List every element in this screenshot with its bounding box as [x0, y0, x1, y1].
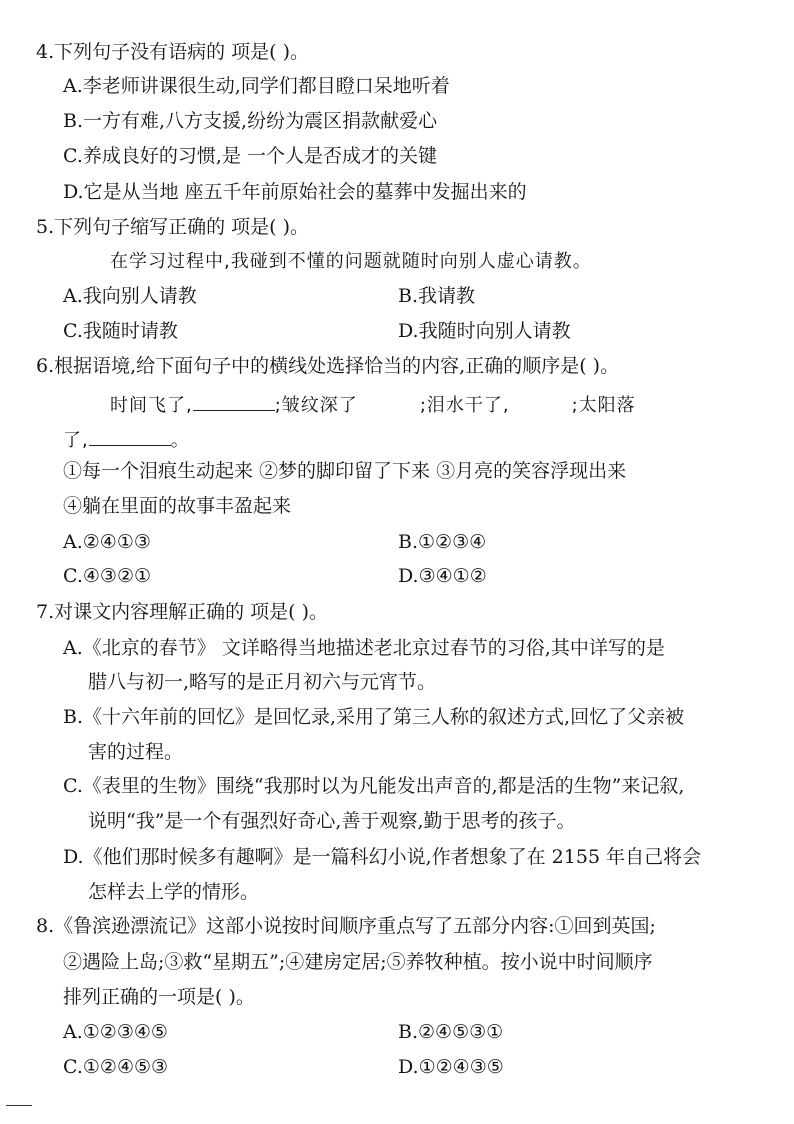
q8-option-b: B.②④⑤③①: [398, 1021, 504, 1043]
q6-stem: 6.根据语境,给下面句子中的横线处选择恰当的内容,正确的顺序是( )。: [36, 355, 620, 377]
q6-choices-line-2: ④躺在里面的故事丰盈起来: [63, 495, 292, 517]
q7-option-b-line-1: B.《十六年前的回忆》是回忆录,采用了第三人称的叙述方式,回忆了父亲被: [63, 706, 685, 728]
q8-stem-line-3: 排列正确的一项是( )。: [63, 986, 255, 1008]
q7-option-d-line-1: D.《他们那时候多有趣啊》是一篇科幻小说,作者想象了在 2155 年自己将会: [63, 846, 702, 868]
q6-context-line: [110, 392, 636, 416]
q5-sentence: 在学习过程中,我碰到不懂的问题就随时向别人虚心请教。: [110, 251, 592, 272]
q4-option-a: A.李老师讲课很生动,同学们都目瞪口呆地听着: [63, 75, 450, 97]
q5-option-d: D.我随时向别人请教: [398, 320, 571, 342]
q6-seg5: 了,: [63, 430, 89, 451]
q4-option-b: B.一方有难,八方支援,纷纷为震区捐款献爱心: [63, 110, 438, 132]
q4-option-d: D.它是从当地 座五千年前原始社会的墓葬中发掘出来的: [63, 181, 527, 203]
q6-blank-4: [89, 427, 171, 446]
q7-option-c-line-1: C.《表里的生物》围绕“我那时以为凡能发出声音的,都是活的生物”来记叙,: [63, 775, 685, 797]
page-footer-rule: [6, 1105, 32, 1106]
q7-option-d-line-2: 怎样去上学的情形。: [88, 881, 260, 903]
q7-option-a-line-1: A.《北京的春节》 文详略得当地描述老北京过春节的习俗,其中详写的是: [63, 637, 665, 659]
q6-seg2: ;皱纹深了: [274, 395, 358, 416]
q5-option-b: B.我请教: [398, 285, 476, 307]
q5-option-a: A.我向别人请教: [63, 285, 197, 307]
q8-stem-line-2: ②遇险上岛;③救“星期五”;④建房定居;⑤养牧种植。按小说中时间顺序: [63, 951, 653, 973]
q7-option-b-line-2: 害的过程。: [88, 741, 184, 763]
q6-seg4: ;太阳落: [571, 395, 636, 416]
q6-option-a: A.②④①③: [63, 531, 151, 553]
q5-stem: 5.下列句子缩写正确的 项是( )。: [36, 216, 310, 238]
q8-option-c: C.①②④⑤③: [63, 1056, 169, 1078]
q6-option-c: C.④③②①: [63, 565, 152, 587]
q5-option-c: C.我随时请教: [63, 320, 178, 342]
q8-option-d: D.①②④③⑤: [398, 1056, 504, 1078]
q6-option-b: B.①②③④: [398, 531, 487, 553]
q6-option-d: D.③④①②: [398, 565, 487, 587]
q7-option-a-line-2: 腊八与初一,略写的是正月初六与元宵节。: [88, 671, 437, 693]
q6-seg1: 时间飞了,: [110, 395, 193, 416]
q8-option-a: A.①②③④⑤: [63, 1021, 168, 1043]
q6-context-line-2: [63, 427, 190, 451]
q7-stem: 7.对课文内容理解正确的 项是( )。: [36, 601, 329, 623]
q7-option-c-line-2: 说明“我”是一个有强烈好奇心,善于观察,勤于思考的孩子。: [88, 810, 576, 832]
q6-blank-1: [193, 392, 275, 411]
q4-stem: 4.下列句子没有语病的 项是( )。: [36, 41, 310, 63]
q6-choices-line-1: ①每一个泪痕生动起来 ②梦的脚印留了下来 ③月亮的笑容浮现出来: [63, 460, 627, 482]
q8-stem-line-1: 8.《鲁滨逊漂流记》这部小说按时间顺序重点写了五部分内容:①回到英国;: [36, 915, 656, 937]
q4-option-c: C.养成良好的习惯,是 一个人是否成才的关键: [63, 145, 437, 167]
q6-seg3: ;泪水干了,: [419, 395, 510, 416]
q6-seg6: 。: [170, 430, 190, 451]
